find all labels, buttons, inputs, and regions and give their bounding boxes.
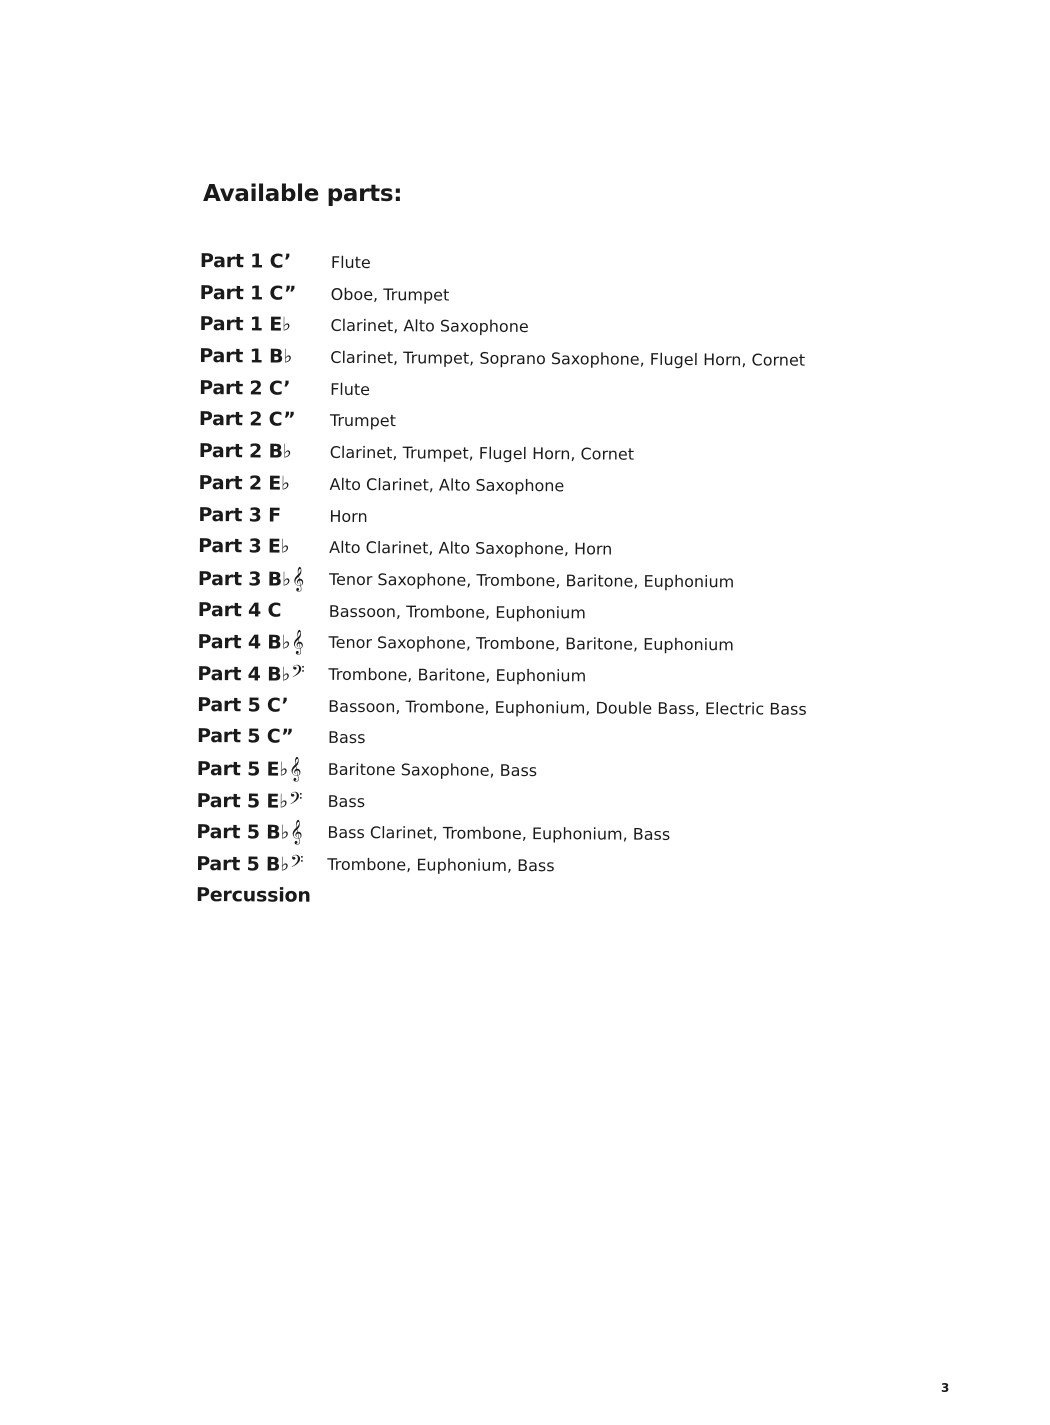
bass-clef-icon: 𝄢 [291, 661, 305, 686]
bass-clef-icon: 𝄢 [288, 788, 303, 813]
part-label [198, 564, 304, 594]
part-name: Part 1 B♭ [199, 345, 293, 368]
part-name: Part 1 C” [199, 281, 297, 305]
part-row [193, 627, 833, 663]
part-name: Part 1 C’ [199, 250, 292, 273]
part-instruments: Trumpet [329, 411, 396, 431]
part-label [196, 849, 303, 879]
part-instruments: Clarinet, Trumpet, Soprano Saxophone, Flugel Horn, Cornet [330, 347, 806, 370]
part-name: Part 3 F [198, 503, 281, 527]
part-name: Part 5 C” [196, 725, 294, 748]
part-row [196, 247, 836, 283]
part-name: Percussion [195, 883, 311, 907]
part-label [197, 754, 302, 784]
part-row [192, 849, 832, 885]
part-instruments: Trombone, Baritone, Euphonium [328, 664, 587, 686]
part-label [196, 817, 302, 847]
part-name: Part 2 C” [198, 408, 296, 432]
part-instruments: Bassoon, Trombone, Euphonium [328, 601, 586, 622]
part-name: Part 2 E♭ [198, 471, 290, 495]
part-name: Part 2 C’ [199, 376, 291, 400]
part-row [195, 405, 835, 441]
part-label [198, 532, 289, 561]
part-row [195, 437, 835, 473]
part-instruments: Clarinet, Alto Saxophone [330, 316, 529, 337]
part-label [198, 596, 282, 625]
part-row [194, 469, 834, 505]
part-row [193, 722, 833, 758]
part-label [199, 342, 292, 371]
part-label [197, 659, 304, 689]
part-label [197, 627, 303, 657]
part-instruments: Flute [330, 252, 371, 273]
part-name: Part 1 E♭ [199, 313, 291, 336]
bass-clef-icon: 𝄢 [289, 851, 304, 876]
part-instruments: Alto Clarinet, Alto Saxophone, Horn [329, 538, 613, 559]
part-row [192, 817, 832, 853]
part-row [195, 374, 835, 410]
part-name: Part 4 B♭ [197, 631, 291, 654]
part-row [194, 596, 834, 632]
part-row [193, 691, 833, 727]
part-instruments: Flute [330, 379, 371, 399]
part-label [199, 405, 296, 434]
part-instruments: Bassoon, Trombone, Euphonium, Double Bass, Electric Bass [328, 696, 807, 719]
part-name: Part 3 E♭ [198, 535, 290, 558]
part-instruments: Alto Clarinet, Alto Saxophone [329, 474, 565, 496]
page-heading: Available parts: [203, 181, 403, 207]
page-number: 3 [941, 1381, 950, 1395]
part-name: Part 4 C [197, 598, 282, 622]
part-instruments: Bass Clarinet, Trombone, Euphonium, Bass [327, 823, 671, 845]
part-name: Part 2 B♭ [198, 440, 292, 463]
part-label [198, 501, 281, 530]
part-label [197, 691, 288, 720]
treble-clef-icon: 𝄞 [290, 819, 303, 845]
part-name: Part 5 E♭ [196, 758, 289, 781]
part-instruments: Clarinet, Trumpet, Flugel Horn, Cornet [329, 442, 635, 464]
part-row [195, 310, 835, 346]
treble-clef-icon: 𝄞 [291, 629, 304, 654]
part-label [197, 722, 294, 751]
part-instruments: Baritone Saxophone, Bass [327, 759, 538, 781]
part-instruments: Horn [329, 506, 368, 526]
part-row [193, 659, 833, 695]
part-row [196, 279, 836, 315]
part-row [193, 786, 833, 822]
part-label [200, 247, 291, 276]
part-instruments: Oboe, Trumpet [330, 284, 450, 305]
part-row [194, 532, 834, 568]
part-instruments: Trombone, Euphonium, Bass [327, 854, 555, 876]
part-row [192, 881, 832, 917]
part-row [194, 564, 834, 600]
part-label [199, 437, 292, 466]
part-label [196, 881, 311, 910]
part-row [193, 754, 833, 790]
part-name: Part 5 E♭ [196, 789, 288, 813]
part-label [199, 374, 290, 403]
part-name: Part 5 C’ [197, 693, 289, 717]
part-label [198, 469, 289, 498]
part-name: Part 5 B♭ [196, 853, 290, 876]
part-name: Part 5 B♭ [196, 821, 290, 844]
part-instruments: Bass [327, 728, 366, 748]
part-name: Part 3 B♭ [197, 567, 291, 591]
part-name: Part 4 B♭ [197, 662, 291, 686]
part-instruments: Tenor Saxophone, Trombone, Baritone, Euphonium [328, 633, 734, 655]
part-label [200, 279, 297, 308]
part-row [195, 342, 835, 378]
parts-list [192, 247, 836, 916]
part-instruments: Bass [327, 791, 366, 811]
part-row [194, 500, 834, 536]
treble-clef-icon: 𝄞 [291, 566, 305, 591]
part-label [197, 786, 303, 816]
treble-clef-icon: 𝄞 [289, 756, 302, 781]
part-instruments: Tenor Saxophone, Trombone, Baritone, Euphonium [328, 569, 735, 592]
part-label [199, 310, 290, 339]
